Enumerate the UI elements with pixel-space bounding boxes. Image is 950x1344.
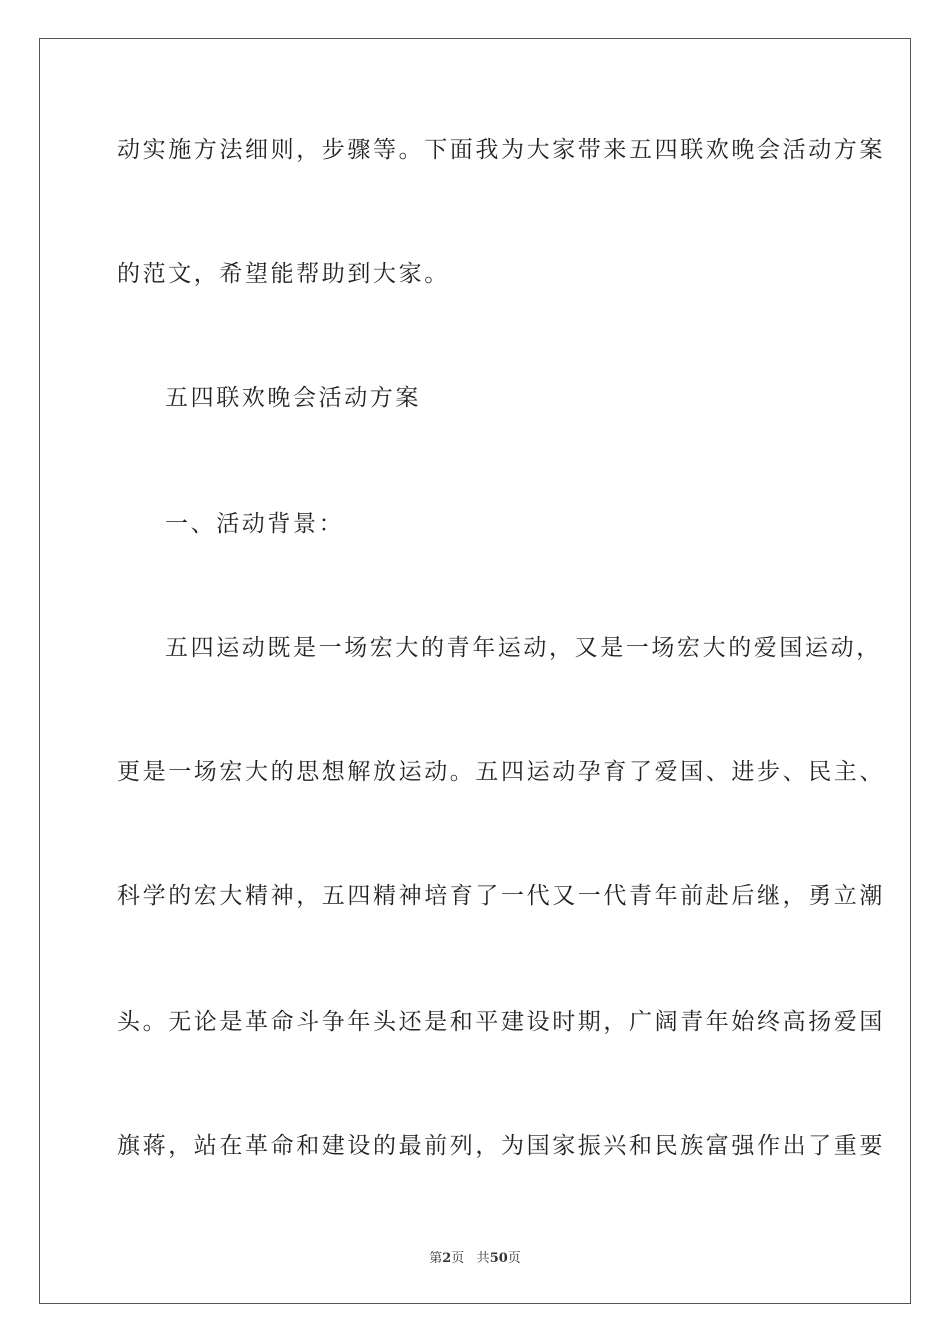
page-number: 2 <box>442 1251 452 1266</box>
section-title: 五四联欢晚会活动方案 <box>165 385 421 411</box>
page-suffix: 页 <box>451 1251 465 1266</box>
page-footer <box>0 1247 950 1266</box>
total-pages: 50 <box>489 1251 508 1266</box>
body-text-line: 动实施方法细则，步骤等。下面我为大家带来五四联欢晚会活动方案 <box>117 137 885 163</box>
body-text-line: 更是一场宏大的思想解放运动。五四运动孕育了爱国、进步、民主、 <box>117 759 885 785</box>
section-heading: 一、活动背景： <box>165 511 345 537</box>
body-text-line: 头。无论是革命斗争年头还是和平建设时期，广阔青年始终高扬爱国 <box>117 1009 885 1035</box>
body-text-line: 五四运动既是一场宏大的青年运动，又是一场宏大的爱国运动， <box>165 635 882 661</box>
total-suffix: 页 <box>507 1251 521 1266</box>
body-text-line: 旗蒋，站在革命和建设的最前列，为国家振兴和民族富强作出了重要 <box>117 1133 885 1159</box>
total-prefix: 共 <box>476 1251 490 1266</box>
body-text-line: 科学的宏大精神，五四精神培育了一代又一代青年前赴后继，勇立潮 <box>117 883 885 909</box>
page-prefix: 第 <box>429 1251 443 1266</box>
body-text-line: 的范文，希望能帮助到大家。 <box>117 261 450 287</box>
page-border <box>39 38 911 1304</box>
